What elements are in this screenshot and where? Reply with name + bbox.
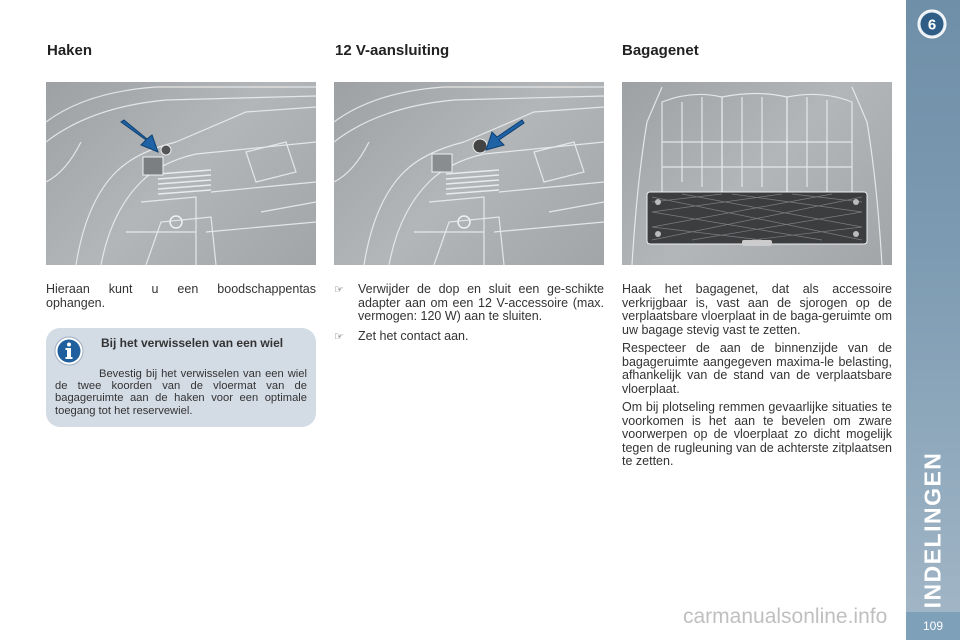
bullet-text: Verwijder de dop en sluit een ge-schikte adapter aan om een 12 V-accessoire (max. vermogen: 120 W) aan te sluiten. <box>358 282 604 323</box>
page-number: 109 <box>906 612 960 640</box>
info-text: Bevestig bij het verwisselen van een wiel de twee koorden van de vloermat van de bagageruimte aan de haken voor een optimale toegang tot het reservewiel. <box>55 368 307 417</box>
socket-illustration <box>334 82 604 265</box>
socket-text <box>334 283 604 350</box>
chapter-label: INDELINGEN <box>919 451 946 609</box>
info-box <box>46 328 316 427</box>
net-paragraph: Haak het bagagenet, dat als accessoire verkrijgbaar is, vast aan de sjorogen op de verplaatsbare vloerplaat in de baga-geruimte om uw bagage stevig vast te zetten. <box>622 282 892 337</box>
info-icon <box>54 336 84 366</box>
pointing-hand-icon: ☞ <box>334 284 344 296</box>
pointing-hand-icon: ☞ <box>334 330 344 343</box>
net-text <box>622 283 892 474</box>
net-paragraph: Om bij plotseling remmen gevaarlijke situaties te voorkomen is het aan te bevelen om zware voorwerpen op de vloerplaat zo dicht mogelijk tegen de rugleuning van de achterste zitplaatsen te zetten. <box>622 400 892 468</box>
bullet-text: Zet het contact aan. <box>358 328 469 343</box>
net-title: Bagagenet <box>622 42 699 59</box>
hooks-title: Haken <box>47 42 93 59</box>
info-title: Bij het verwisselen van een wiel <box>101 336 284 350</box>
socket-title: 12 V-aansluiting <box>335 42 450 59</box>
chapter-number: 6 <box>927 16 937 34</box>
bullet-item <box>334 283 604 324</box>
net-paragraph: Respecteer de aan de binnenzijde van de bagageruimte aangegeven maxima-le belasting, afhankelijk van de stand van de verplaatsbare vloerplaat. <box>622 341 892 396</box>
chapter-badge <box>917 9 947 39</box>
hooks-text: Hieraan kunt u een boodschappentas ophangen. <box>46 282 316 310</box>
net-illustration <box>622 82 892 265</box>
watermark: carmanualsonline.info <box>683 605 888 628</box>
bullet-item <box>334 330 604 345</box>
hooks-illustration <box>46 82 316 265</box>
